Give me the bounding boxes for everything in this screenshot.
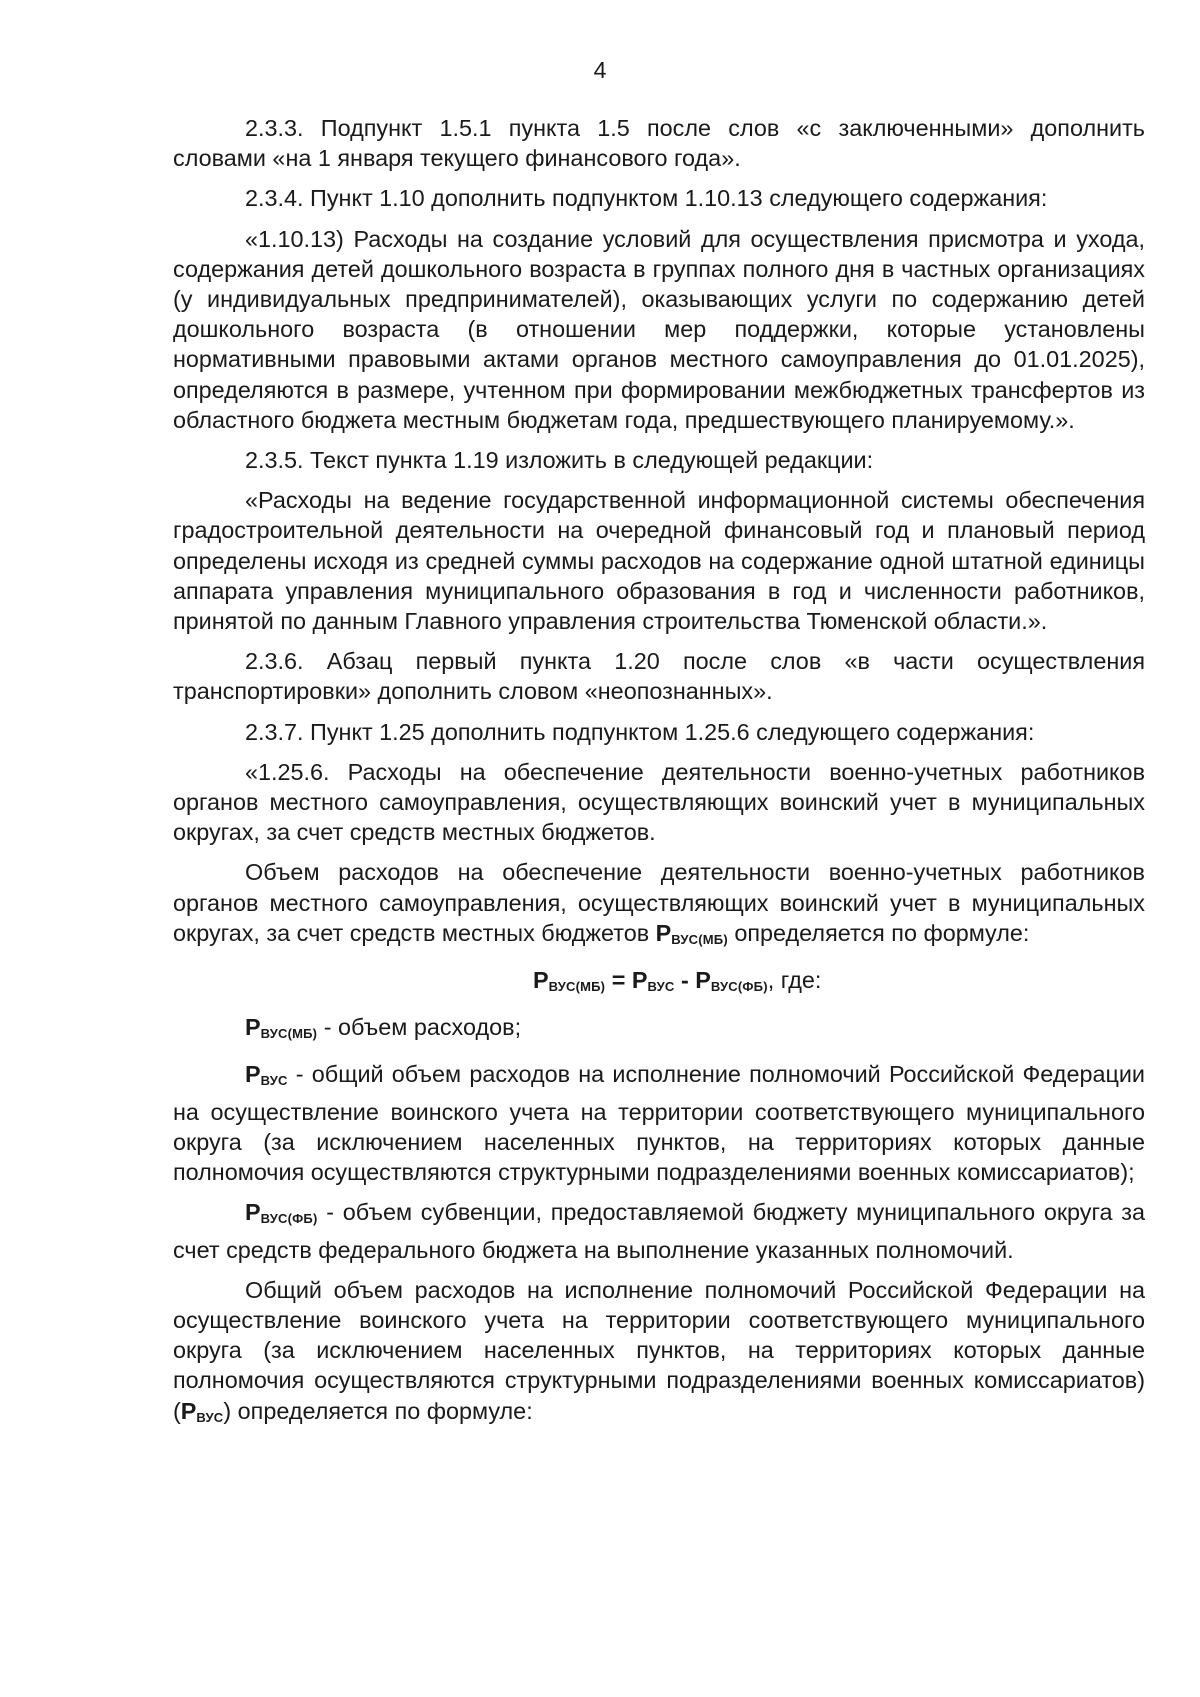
symbol-subscript: ВУС(ФБ)	[710, 979, 768, 995]
symbol-subscript: ВУС	[647, 979, 675, 995]
symbol-p-mb	[656, 920, 728, 946]
formula-term-vus	[632, 967, 675, 993]
paragraph-2-3-5: 2.3.5. Текст пункта 1.19 изложить в следующей редакции:	[245, 447, 874, 474]
total-tail: ) определяется по формуле:	[223, 1397, 533, 1424]
total-text: Общий объем расходов на исполнение полномочий Российской Федерации на осуществление воинского учета на территории соответствующего муниципального округа (за исключением населенных пунктов, на территориях которых данные полномочия осуществляются структурными подразделениями военных комиссариатов) (	[173, 1276, 1145, 1424]
paragraph-2-3-4: 2.3.4. Пункт 1.10 дополнить подпунктом 1.10.13 следующего содержания:	[245, 185, 1048, 212]
symbol-letter: Р	[655, 919, 672, 946]
paragraph-volume	[173, 857, 1145, 955]
symbol-subscript: ВУС(МБ)	[260, 1026, 318, 1042]
def-text-fb: - объем субвенции, предоставляемой бюджету муниципального округа за счет средств федерального бюджета на выполнение указанных полномочий.	[173, 1199, 1145, 1263]
paragraph-2-3-3: 2.3.3. Подпункт 1.5.1 пункта 1.5 после слов «с заключенными» дополнить словами «на 1 января текущего финансового года».	[173, 115, 1145, 172]
def-symbol-mb	[245, 1014, 317, 1040]
symbol-letter: Р	[245, 1061, 261, 1088]
symbol-subscript: ВУС(МБ)	[548, 979, 606, 995]
formula-term-mb	[533, 967, 605, 993]
volume-tail: определяется по формуле:	[734, 919, 1030, 946]
volume-text: Объем расходов на обеспечение деятельности военно-учетных работников органов местного самоуправления, осуществляющих воинский учет в муниципальных округах, за счет средств местных бюджетов	[173, 859, 1145, 946]
def-symbol-vus	[245, 1061, 288, 1087]
def-text-mb: - объем расходов;	[317, 1014, 522, 1041]
symbol-subscript: ВУС(ФБ)	[260, 1211, 318, 1227]
definition-p-mb	[173, 1012, 1145, 1049]
symbol-subscript: ВУС	[260, 1073, 288, 1089]
formula-line	[173, 965, 1145, 1002]
paragraph-2-3-6: 2.3.6. Абзац первый пункта 1.20 после слов «в части осуществления транспортировки» дополнить словом «неопознанных».	[173, 648, 1145, 705]
def-text-vus: - общий объем расходов на исполнение полномочий Российской Федерации на осуществление воинского учета на территории соответствующего муниципального округа (за исключением населенных пунктов, на территориях которых данные полномочия осуществляются структурными подразделениями военных комиссариатов);	[173, 1061, 1145, 1186]
symbol-letter: Р	[533, 967, 549, 994]
def-symbol-fb	[245, 1199, 317, 1225]
symbol-letter: Р	[245, 1199, 261, 1226]
paragraph-2-3-7: 2.3.7. Пункт 1.25 дополнить подпунктом 1.25.6 следующего содержания:	[245, 718, 1035, 745]
paragraph-1-10-13: «1.10.13) Расходы на создание условий для осуществления присмотра и ухода, содержания детей дошкольного возраста в группах полного дня в частных организациях (у индивидуальных предпринимателей), оказывающих услуги по содержанию детей дошкольного возраста (в отношении мер поддержки, которые установлены нормативными правовыми актами органов местного самоуправления до 01.01.2025), определяются в размере, учтенном при формировании межбюджетных трансфертов из областного бюджета местным бюджетам года, предшествующего планируемому.».	[173, 225, 1145, 433]
symbol-letter: Р	[631, 967, 648, 994]
formula-term-fb	[695, 967, 767, 993]
paragraph-1-25-6: «1.25.6. Расходы на обеспечение деятельности военно-учетных работников органов местного самоуправления, осуществляющих воинский учет в муниципальных округах, за счет средств местных бюджетов.	[173, 758, 1145, 846]
symbol-letter: Р	[695, 967, 711, 994]
formula-tail: , где:	[767, 967, 822, 994]
total-symbol-vus	[181, 1398, 224, 1424]
symbol-letter: Р	[245, 1014, 261, 1041]
page-number: 4	[593, 57, 607, 83]
symbol-subscript: ВУС(МБ)	[671, 931, 728, 947]
definition-p-fb	[173, 1197, 1145, 1264]
symbol-letter: Р	[180, 1397, 197, 1424]
paragraph-1-19-text: «Расходы на ведение государственной информационной системы обеспечения градостроительной деятельности на очередной финансовый год и плановый период определены исходя из средней суммы расходов на содержание одной штатной единицы аппарата управления муниципального образования в год и численности работников, принятой по данным Главного управления строительства Тюменской области.».	[173, 487, 1145, 635]
definition-p-vus	[173, 1059, 1145, 1187]
document-body	[173, 113, 1145, 1443]
symbol-subscript: ВУС	[196, 1409, 224, 1425]
formula-equals: =	[605, 967, 632, 994]
formula-minus: -	[674, 967, 696, 994]
paragraph-total	[173, 1275, 1145, 1433]
